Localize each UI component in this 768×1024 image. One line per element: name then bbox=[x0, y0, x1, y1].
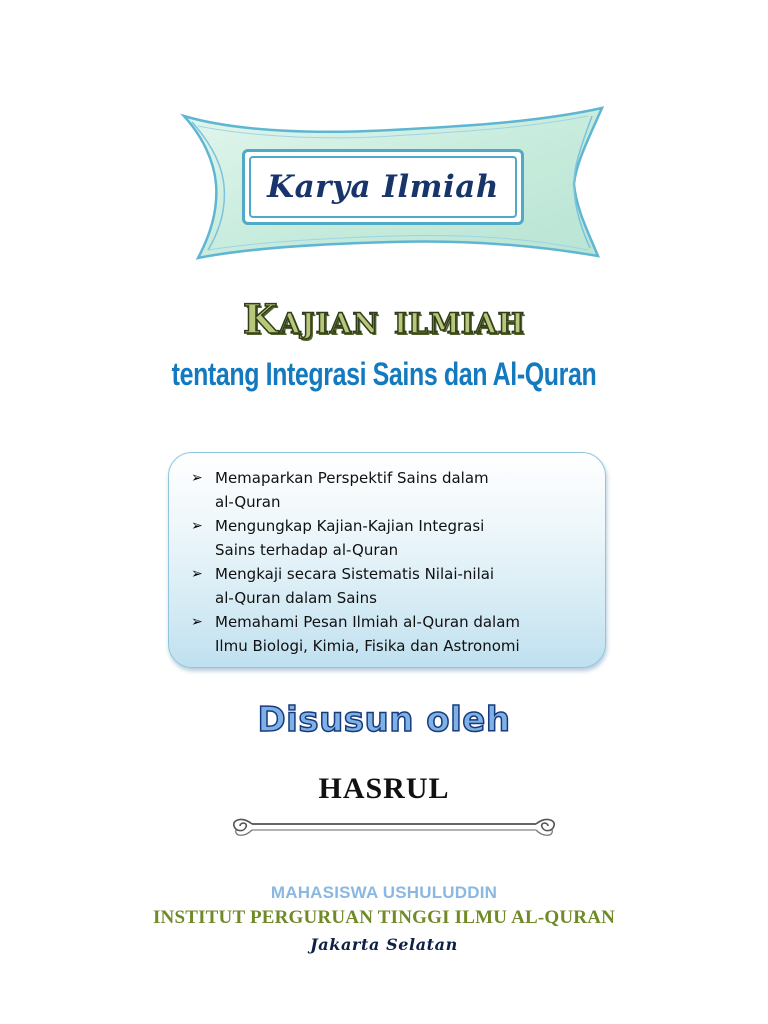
objectives-box bbox=[168, 452, 606, 668]
banner-title-frame bbox=[242, 149, 524, 225]
title-banner bbox=[178, 104, 606, 264]
list-item: ➢ Memaparkan Perspektif Sains dalam al-Quran bbox=[215, 466, 591, 514]
ornamental-divider bbox=[228, 812, 560, 842]
city-name: Jakarta Selatan bbox=[310, 935, 458, 954]
objectives-list bbox=[191, 466, 591, 658]
main-title: Kajian ilmiah bbox=[242, 296, 526, 343]
arrow-bullet-icon: ➢ bbox=[191, 518, 203, 534]
list-item: ➢ Mengungkap Kajian-Kajian Integrasi Sains terhadap al-Quran bbox=[215, 514, 591, 562]
author-name: HASRUL bbox=[318, 772, 450, 805]
arrow-bullet-icon: ➢ bbox=[191, 614, 203, 630]
list-item: ➢ Memahami Pesan Ilmiah al-Quran dalam Ilmu Biologi, Kimia, Fisika dan Astronomi bbox=[215, 610, 591, 658]
institution-name: INSTITUT PERGURUAN TINGGI ILMU AL-QURAN bbox=[152, 907, 616, 928]
faculty-name: MAHASISWA USHULUDDIN bbox=[270, 883, 498, 902]
arrow-bullet-icon: ➢ bbox=[191, 470, 203, 486]
subtitle: tentang Integrasi Sains dan Al-Quran bbox=[171, 356, 597, 392]
byline-label: Disusun oleh bbox=[257, 700, 511, 740]
list-item: ➢ Mengkaji secara Sistematis Nilai-nilai al-Quran dalam Sains bbox=[215, 562, 591, 610]
main-heading-block bbox=[0, 296, 768, 392]
document-type-title: Karya Ilmiah bbox=[267, 169, 499, 205]
arrow-bullet-icon: ➢ bbox=[191, 566, 203, 582]
